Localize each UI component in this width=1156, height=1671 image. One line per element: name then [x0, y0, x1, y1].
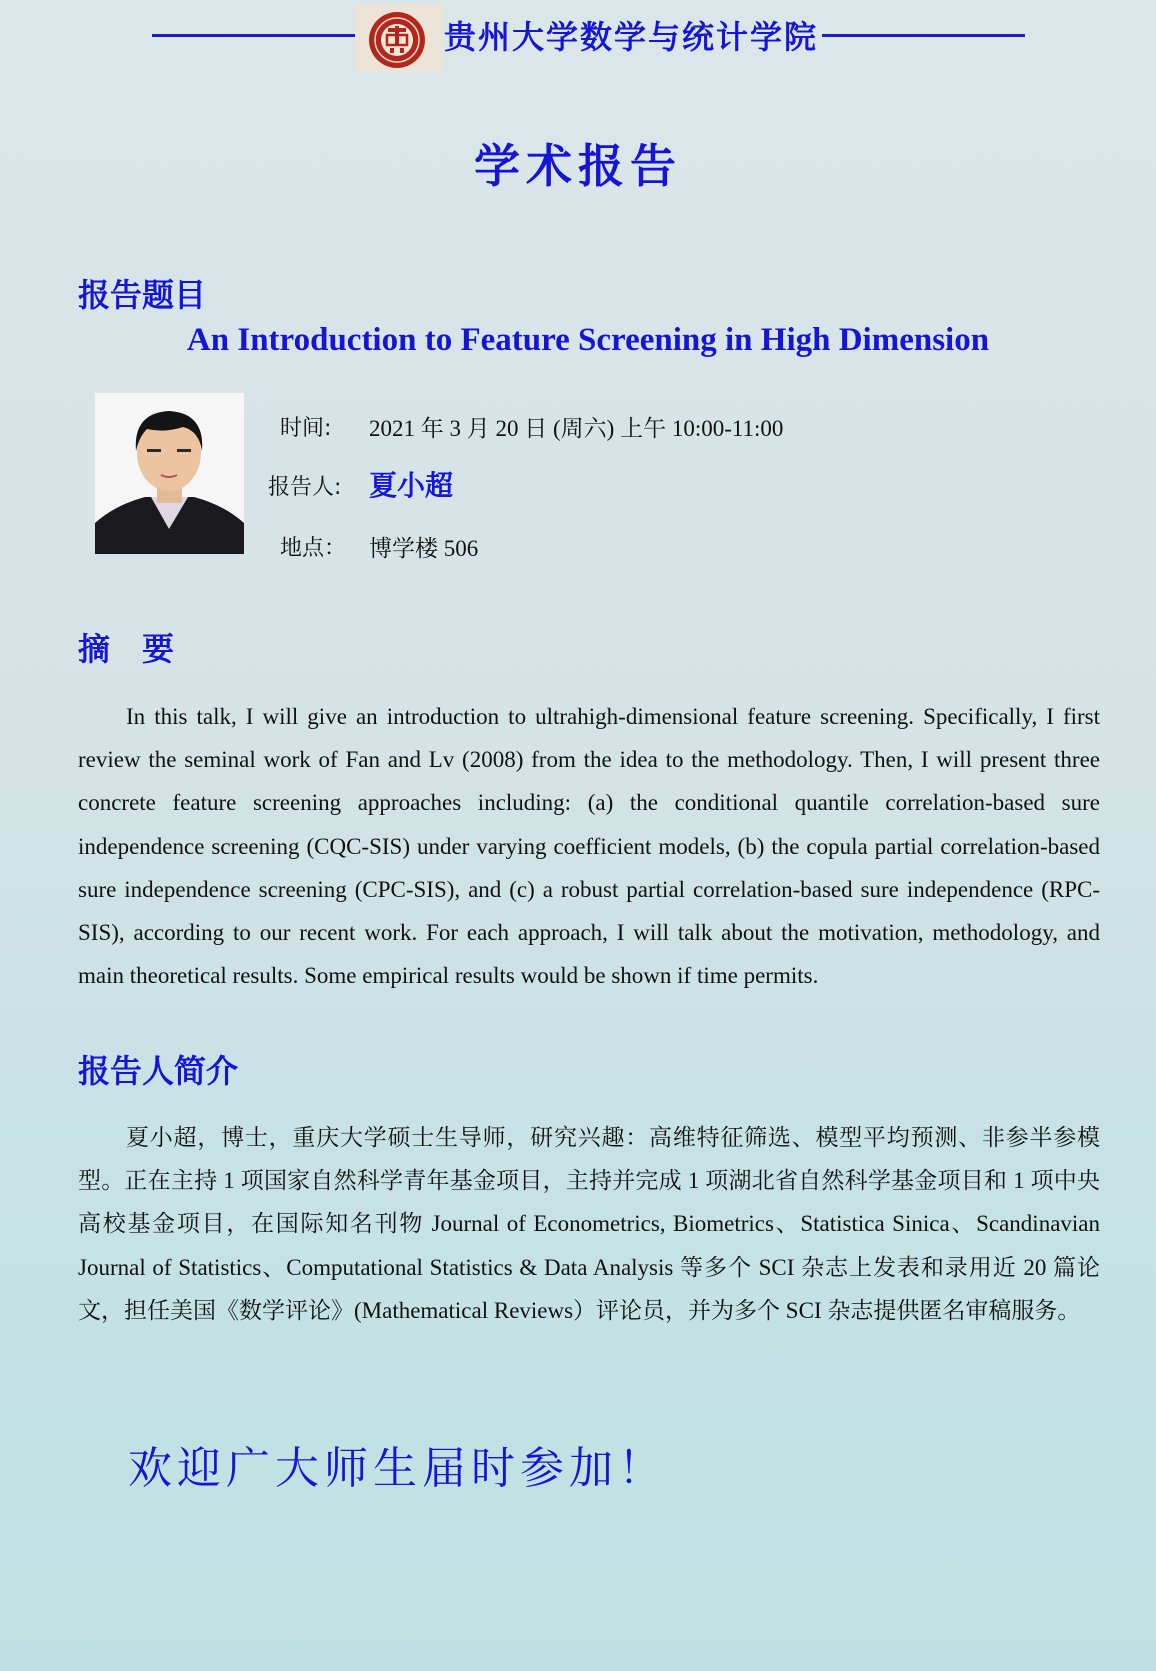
- place-value: 博学楼 506: [369, 536, 479, 561]
- time-label: 时间:: [280, 416, 332, 441]
- header-rule-left: [152, 34, 355, 37]
- school-name: 贵州大学数学与统计学院: [444, 18, 819, 56]
- abstract-heading: 摘 要: [78, 630, 175, 668]
- welcome-message: 欢迎广大师生届时参加！: [128, 1443, 667, 1494]
- time-value: 2021 年 3 月 20 日 (周六) 上午 10:00-11:00: [369, 416, 784, 441]
- bio-heading: 报告人简介: [78, 1052, 239, 1090]
- seal-icon: [355, 4, 443, 72]
- university-logo: [355, 4, 443, 72]
- speaker-photo: [95, 393, 244, 554]
- header: [0, 0, 1156, 72]
- poster-title: 学术报告: [474, 139, 682, 193]
- speaker-name: 夏小超: [369, 469, 454, 502]
- speaker-portrait-icon: [95, 393, 244, 554]
- speaker-label: 报告人:: [268, 475, 342, 500]
- bio-text: 夏小超，博士，重庆大学硕士生导师，研究兴趣：高维特征筛选、模型平均预测、非参半参模型。正在主持 1 项国家自然科学青年基金项目，主持并完成 1 项湖北省自然科学基金项目和 1 项中央高校基金项目，在国际知名刊物 Journal of Econometrics, Biometrics、Statistica Sinica、Scandinavian Journal of Statistics、Computational Statistics & Data Analysis 等多个 SCI 杂志上发表和录用近 20 篇论文，担任美国《数学评论》(Mathematical Reviews）评论员，并为多个 SCI 杂志提供匿名审稿服务。: [78, 1125, 1100, 1323]
- topic-heading: 报告题目: [78, 276, 207, 314]
- abstract-text: In this talk, I will give an introduction to ultrahigh-dimensional feature screening. Specifically, I first review the seminal work of Fan and Lv (2008) from the idea to the methodology. Then, I will present three concrete feature screening approaches including: (a) the conditional quantile correlation-based sure independence screening (CQC-SIS) under varying coefficient models, (b) the copula partial correlation-based sure independence screening (CPC-SIS), and (c) a robust partial correlation-based sure independence (RPC-SIS), according to our recent work. For each approach, I will talk about the motivation, methodology, and main theoretical results. Some empirical results would be shown if time permits.: [78, 704, 1100, 989]
- header-rule-right: [822, 34, 1025, 37]
- place-label: 地点：: [280, 536, 347, 561]
- talk-title: An Introduction to Feature Screening in High Dimension: [186, 322, 990, 358]
